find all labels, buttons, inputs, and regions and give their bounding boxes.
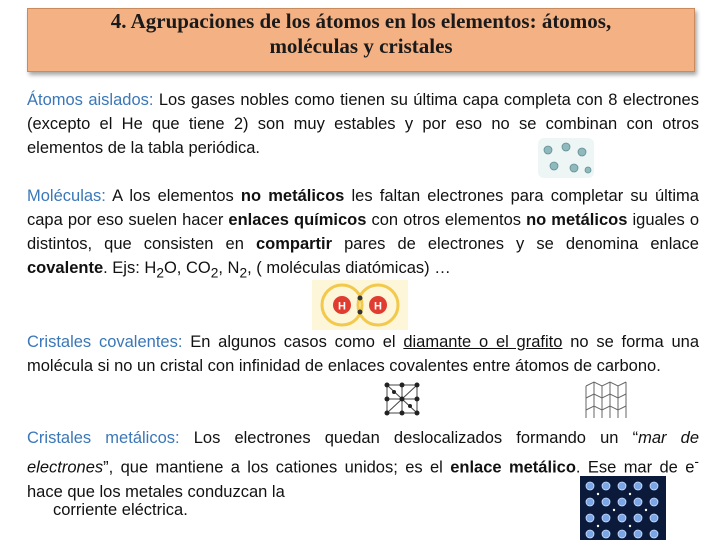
h2-molecule-image (312, 280, 408, 330)
section-cristales-covalentes: Cristales covalentes: En algunos casos como el diamante o el grafito no se forma una molécula si no un cristal con infinidad de enlaces covalentes entre átomos de carbono. (27, 333, 699, 375)
section-label: Átomos aislados: (27, 91, 154, 109)
section-label: Cristales metálicos: (27, 429, 180, 447)
graphite-lattice-image (582, 378, 632, 422)
section-atomos-aislados (27, 88, 699, 160)
section-label: Cristales covalentes: (27, 333, 183, 351)
metallic-lattice-image (580, 476, 666, 540)
page-title-line2: moléculas y cristales (269, 34, 453, 58)
section-moleculas: Moléculas: A los elementos no metálicos les faltan electrones para completar su última capa por eso suelen hacer enlaces químicos con otros elementos no metálicos iguales o distintos, que consisten en compartir pares de electrones y se denomina enlace covalente. Ejs: $H_2O$, $CO_2$, $N_2$, ( moléculas diatómicas) … (27, 187, 699, 281)
title-banner (27, 8, 695, 72)
section-cristales-metalicos: Cristales metálicos: Los electrones quedan deslocalizados formando un “mar de electrones”, que mantiene a los cationes unidos; es el enlace metálico. Ese mar de e- hace que los metales conduzcan la (27, 429, 699, 501)
page-title-line1: 4. Agrupaciones de los átomos en los elementos: átomos, (110, 9, 612, 33)
svg-text:H: H (338, 300, 346, 313)
section-cristales-metalicos-end: corriente eléctrica. (53, 501, 188, 519)
noble-gas-atoms-image (538, 138, 594, 178)
svg-text:H: H (374, 300, 382, 313)
section-label: Moléculas: (27, 187, 106, 205)
diamond-lattice-image (382, 380, 422, 418)
section-text: Los gases nobles como tienen su última capa completa con 8 electrones (excepto el He que tiene 2) son muy estables y por eso no se combinan con otros elementos de la tabla periódica. (27, 91, 699, 157)
